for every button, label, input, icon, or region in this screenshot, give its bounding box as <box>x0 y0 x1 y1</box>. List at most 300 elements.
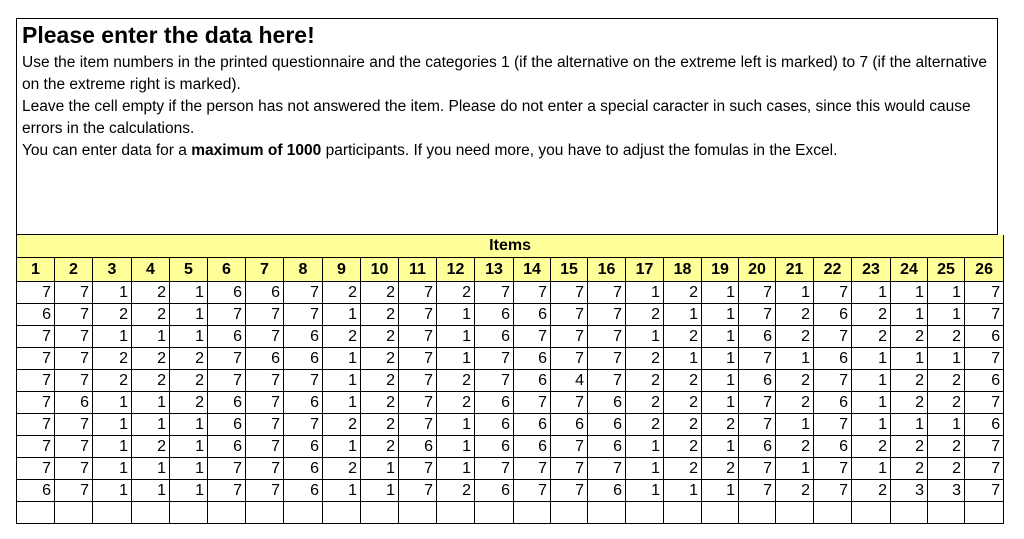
response-cell[interactable] <box>284 502 323 524</box>
response-cell[interactable]: 7 <box>284 414 323 436</box>
response-cell[interactable]: 7 <box>588 348 626 370</box>
response-cell[interactable]: 2 <box>323 458 361 480</box>
response-cell[interactable]: 1 <box>132 392 170 414</box>
item-number-header: 23 <box>852 258 891 282</box>
response-cell[interactable]: 2 <box>93 348 132 370</box>
response-cell[interactable]: 7 <box>17 348 55 370</box>
response-cell[interactable]: 7 <box>208 370 246 392</box>
response-cell[interactable]: 2 <box>323 282 361 304</box>
response-cell[interactable]: 1 <box>170 436 208 458</box>
response-cell[interactable]: 1 <box>93 282 132 304</box>
response-cell[interactable]: 1 <box>626 458 664 480</box>
response-cell[interactable] <box>170 502 208 524</box>
table-row <box>17 304 1004 326</box>
response-cell[interactable]: 1 <box>626 480 664 502</box>
response-cell[interactable]: 1 <box>852 282 891 304</box>
response-cell[interactable]: 2 <box>928 326 965 348</box>
response-cell[interactable]: 1 <box>437 458 475 480</box>
response-cell[interactable] <box>664 502 702 524</box>
response-cell[interactable]: 7 <box>208 458 246 480</box>
response-cell[interactable]: 7 <box>17 414 55 436</box>
response-cell[interactable] <box>891 502 928 524</box>
response-cell[interactable] <box>739 502 776 524</box>
response-cell[interactable]: 7 <box>246 370 284 392</box>
response-cell[interactable]: 7 <box>284 304 323 326</box>
response-cell[interactable]: 7 <box>739 480 776 502</box>
response-cell[interactable] <box>437 502 475 524</box>
response-cell[interactable]: 2 <box>361 414 399 436</box>
response-cell[interactable]: 1 <box>132 480 170 502</box>
instructions-line-2: Leave the cell empty if the person has not answered the item. Please do not enter a special caracter in such cases, since this would cause errors in the calculations. <box>22 98 971 137</box>
response-cell[interactable]: 2 <box>891 370 928 392</box>
response-cell[interactable]: 6 <box>284 392 323 414</box>
response-cell[interactable]: 1 <box>170 480 208 502</box>
response-cell[interactable]: 6 <box>814 392 852 414</box>
response-cell[interactable]: 7 <box>399 370 437 392</box>
response-cell[interactable]: 2 <box>626 304 664 326</box>
response-cell[interactable]: 2 <box>361 326 399 348</box>
response-cell[interactable]: 7 <box>399 458 437 480</box>
response-cell[interactable]: 7 <box>551 392 588 414</box>
response-cell[interactable]: 7 <box>965 282 1004 304</box>
response-cell[interactable]: 1 <box>891 414 928 436</box>
response-cell[interactable] <box>965 502 1004 524</box>
response-cell[interactable]: 6 <box>514 370 551 392</box>
response-cell[interactable]: 1 <box>664 480 702 502</box>
response-cell[interactable]: 7 <box>246 436 284 458</box>
response-cell[interactable]: 1 <box>323 392 361 414</box>
response-cell[interactable]: 6 <box>475 480 514 502</box>
response-cell[interactable]: 7 <box>55 480 93 502</box>
response-cell[interactable]: 1 <box>93 414 132 436</box>
response-cell[interactable]: 7 <box>814 458 852 480</box>
response-cell[interactable]: 7 <box>739 304 776 326</box>
response-cell[interactable]: 6 <box>55 392 93 414</box>
response-cell[interactable]: 7 <box>55 282 93 304</box>
response-cell[interactable]: 7 <box>475 348 514 370</box>
response-cell[interactable]: 1 <box>702 392 739 414</box>
response-cell[interactable]: 1 <box>702 480 739 502</box>
response-cell[interactable]: 2 <box>361 392 399 414</box>
response-cell[interactable]: 7 <box>399 348 437 370</box>
response-cell[interactable]: 6 <box>514 304 551 326</box>
response-cell[interactable]: 6 <box>551 414 588 436</box>
response-cell[interactable]: 1 <box>852 370 891 392</box>
response-cell[interactable] <box>246 502 284 524</box>
response-cell[interactable]: 7 <box>399 326 437 348</box>
response-cell[interactable]: 7 <box>284 370 323 392</box>
response-cell[interactable]: 2 <box>361 370 399 392</box>
response-cell[interactable]: 7 <box>246 414 284 436</box>
response-cell[interactable]: 2 <box>361 304 399 326</box>
response-cell[interactable]: 6 <box>514 436 551 458</box>
response-cell[interactable] <box>514 502 551 524</box>
response-cell[interactable]: 3 <box>928 480 965 502</box>
response-cell[interactable]: 6 <box>208 326 246 348</box>
response-cell[interactable]: 2 <box>664 282 702 304</box>
item-number-header: 5 <box>170 258 208 282</box>
response-cell[interactable]: 2 <box>437 282 475 304</box>
response-cell[interactable]: 7 <box>588 370 626 392</box>
response-cell[interactable] <box>814 502 852 524</box>
response-cell[interactable]: 1 <box>891 282 928 304</box>
response-cell[interactable]: 6 <box>588 414 626 436</box>
response-cell[interactable]: 7 <box>475 370 514 392</box>
response-cell[interactable]: 7 <box>17 282 55 304</box>
response-cell[interactable]: 2 <box>626 348 664 370</box>
response-cell[interactable]: 6 <box>17 304 55 326</box>
response-cell[interactable]: 1 <box>170 304 208 326</box>
response-cell[interactable]: 2 <box>928 458 965 480</box>
response-cell[interactable]: 2 <box>361 348 399 370</box>
response-cell[interactable]: 1 <box>361 480 399 502</box>
response-cell[interactable]: 6 <box>17 480 55 502</box>
response-cell[interactable]: 2 <box>891 458 928 480</box>
response-cell[interactable]: 1 <box>928 282 965 304</box>
response-cell[interactable]: 6 <box>475 392 514 414</box>
response-cell[interactable]: 7 <box>55 436 93 458</box>
response-cell[interactable]: 2 <box>323 414 361 436</box>
response-cell[interactable]: 1 <box>702 282 739 304</box>
response-cell[interactable]: 7 <box>814 480 852 502</box>
response-cell[interactable] <box>588 502 626 524</box>
response-cell[interactable]: 7 <box>588 326 626 348</box>
response-cell[interactable]: 1 <box>776 348 814 370</box>
response-cell[interactable]: 7 <box>739 348 776 370</box>
response-cell[interactable]: 6 <box>246 282 284 304</box>
response-cell[interactable]: 2 <box>93 370 132 392</box>
item-number-header: 7 <box>246 258 284 282</box>
response-cell[interactable]: 2 <box>626 370 664 392</box>
response-cell[interactable]: 1 <box>170 326 208 348</box>
response-cell[interactable] <box>475 502 514 524</box>
response-cell[interactable]: 7 <box>551 436 588 458</box>
item-number-header: 18 <box>664 258 702 282</box>
response-cell[interactable]: 2 <box>776 326 814 348</box>
response-cell[interactable]: 2 <box>437 370 475 392</box>
response-cell[interactable]: 1 <box>170 282 208 304</box>
response-cell[interactable] <box>208 502 246 524</box>
response-cell[interactable]: 2 <box>702 414 739 436</box>
item-number-header: 1 <box>17 258 55 282</box>
response-cell[interactable]: 7 <box>246 326 284 348</box>
response-cell[interactable]: 7 <box>55 414 93 436</box>
response-cell[interactable]: 1 <box>132 458 170 480</box>
items-header: Items <box>17 235 1004 258</box>
response-cell[interactable]: 1 <box>170 414 208 436</box>
response-cell[interactable]: 2 <box>626 414 664 436</box>
response-cell[interactable]: 1 <box>93 392 132 414</box>
response-cell[interactable]: 7 <box>17 458 55 480</box>
response-cell[interactable] <box>626 502 664 524</box>
response-cell[interactable]: 7 <box>17 326 55 348</box>
response-cell[interactable]: 7 <box>551 480 588 502</box>
response-cell[interactable]: 2 <box>852 326 891 348</box>
response-cell[interactable]: 1 <box>437 348 475 370</box>
response-cell[interactable]: 6 <box>208 282 246 304</box>
response-cell[interactable]: 7 <box>246 480 284 502</box>
response-cell[interactable]: 6 <box>588 392 626 414</box>
response-cell[interactable]: 7 <box>284 282 323 304</box>
response-cell[interactable]: 2 <box>664 392 702 414</box>
response-cell[interactable]: 2 <box>323 326 361 348</box>
response-cell[interactable]: 7 <box>588 304 626 326</box>
response-cell[interactable]: 6 <box>739 436 776 458</box>
response-cell[interactable]: 7 <box>475 282 514 304</box>
response-cell[interactable]: 6 <box>475 304 514 326</box>
response-cell[interactable]: 7 <box>55 458 93 480</box>
response-cell[interactable]: 1 <box>323 436 361 458</box>
response-cell[interactable]: 1 <box>776 458 814 480</box>
response-cell[interactable]: 7 <box>246 392 284 414</box>
response-cell[interactable]: 2 <box>437 392 475 414</box>
response-cell[interactable]: 1 <box>626 436 664 458</box>
response-cell[interactable]: 1 <box>170 458 208 480</box>
response-cell[interactable]: 7 <box>739 458 776 480</box>
response-cell[interactable]: 7 <box>965 480 1004 502</box>
response-cell[interactable]: 2 <box>891 392 928 414</box>
response-cell[interactable]: 1 <box>852 414 891 436</box>
item-number-header: 16 <box>588 258 626 282</box>
response-cell[interactable]: 7 <box>246 458 284 480</box>
response-cell[interactable]: 7 <box>55 348 93 370</box>
response-cell[interactable]: 6 <box>284 480 323 502</box>
response-cell[interactable]: 6 <box>588 480 626 502</box>
response-cell[interactable]: 7 <box>965 304 1004 326</box>
item-number-header: 26 <box>965 258 1004 282</box>
response-cell[interactable]: 2 <box>664 458 702 480</box>
response-cell[interactable]: 7 <box>246 304 284 326</box>
response-cell[interactable]: 2 <box>776 370 814 392</box>
response-cell[interactable]: 7 <box>208 304 246 326</box>
response-cell[interactable]: 1 <box>852 458 891 480</box>
response-cell[interactable]: 2 <box>891 326 928 348</box>
response-cell[interactable]: 7 <box>208 348 246 370</box>
response-cell[interactable]: 6 <box>814 348 852 370</box>
response-cell[interactable]: 7 <box>551 304 588 326</box>
response-cell[interactable]: 7 <box>551 348 588 370</box>
response-cell[interactable]: 2 <box>664 436 702 458</box>
item-number-header: 20 <box>739 258 776 282</box>
response-cell[interactable]: 7 <box>55 370 93 392</box>
response-cell[interactable]: 1 <box>928 304 965 326</box>
response-cell[interactable] <box>702 502 739 524</box>
response-cell[interactable]: 1 <box>93 436 132 458</box>
response-cell[interactable]: 7 <box>588 282 626 304</box>
response-cell[interactable]: 7 <box>588 458 626 480</box>
response-cell[interactable]: 2 <box>626 392 664 414</box>
response-cell[interactable]: 1 <box>852 392 891 414</box>
response-cell[interactable]: 7 <box>514 458 551 480</box>
response-cell[interactable]: 1 <box>626 326 664 348</box>
response-cell[interactable]: 6 <box>284 348 323 370</box>
response-cell[interactable]: 6 <box>965 370 1004 392</box>
response-cell[interactable]: 6 <box>475 414 514 436</box>
response-cell[interactable]: 7 <box>514 326 551 348</box>
response-cell[interactable]: 6 <box>814 436 852 458</box>
response-cell[interactable] <box>928 502 965 524</box>
response-cell[interactable]: 7 <box>475 458 514 480</box>
response-cell[interactable]: 6 <box>514 348 551 370</box>
response-cell[interactable]: 7 <box>814 282 852 304</box>
response-cell[interactable]: 1 <box>702 348 739 370</box>
response-cell[interactable]: 7 <box>399 392 437 414</box>
response-cell[interactable]: 1 <box>132 326 170 348</box>
response-cell[interactable]: 6 <box>475 326 514 348</box>
response-cell[interactable]: 1 <box>626 282 664 304</box>
response-cell[interactable]: 2 <box>361 436 399 458</box>
response-cell[interactable]: 1 <box>928 348 965 370</box>
response-cell[interactable]: 1 <box>702 436 739 458</box>
response-cell[interactable]: 7 <box>814 370 852 392</box>
response-cell[interactable]: 7 <box>739 414 776 436</box>
response-cell[interactable]: 6 <box>208 436 246 458</box>
response-cell[interactable]: 1 <box>702 326 739 348</box>
response-cell[interactable]: 1 <box>664 304 702 326</box>
response-cell[interactable]: 1 <box>664 348 702 370</box>
response-cell[interactable]: 6 <box>965 414 1004 436</box>
response-cell[interactable] <box>17 502 55 524</box>
response-cell[interactable]: 1 <box>776 414 814 436</box>
response-cell[interactable]: 7 <box>965 392 1004 414</box>
response-cell[interactable]: 3 <box>891 480 928 502</box>
response-cell[interactable]: 7 <box>814 414 852 436</box>
response-cell[interactable]: 1 <box>437 414 475 436</box>
response-cell[interactable]: 2 <box>132 436 170 458</box>
response-cell[interactable]: 7 <box>965 458 1004 480</box>
response-cell[interactable]: 7 <box>514 392 551 414</box>
response-cell[interactable]: 6 <box>475 436 514 458</box>
response-cell[interactable]: 1 <box>437 304 475 326</box>
response-cell[interactable] <box>55 502 93 524</box>
response-cell[interactable]: 7 <box>399 480 437 502</box>
response-cell[interactable]: 1 <box>323 370 361 392</box>
response-cell[interactable]: 6 <box>588 436 626 458</box>
response-cell[interactable]: 6 <box>284 436 323 458</box>
response-cell[interactable]: 6 <box>814 304 852 326</box>
response-cell[interactable] <box>852 502 891 524</box>
item-number-header: 2 <box>55 258 93 282</box>
response-cell[interactable]: 1 <box>702 304 739 326</box>
response-cell[interactable]: 1 <box>437 326 475 348</box>
response-cell[interactable]: 6 <box>208 414 246 436</box>
response-cell[interactable]: 1 <box>437 436 475 458</box>
response-cell[interactable] <box>399 502 437 524</box>
response-cell[interactable]: 7 <box>965 348 1004 370</box>
response-cell[interactable]: 7 <box>965 436 1004 458</box>
response-cell[interactable]: 2 <box>664 414 702 436</box>
response-cell[interactable]: 2 <box>170 370 208 392</box>
response-cell[interactable]: 6 <box>514 414 551 436</box>
response-cell[interactable] <box>361 502 399 524</box>
response-cell[interactable]: 1 <box>132 414 170 436</box>
response-cell[interactable]: 7 <box>208 480 246 502</box>
response-cell[interactable]: 6 <box>284 458 323 480</box>
response-cell[interactable]: 2 <box>93 304 132 326</box>
response-cell[interactable] <box>551 502 588 524</box>
response-cell[interactable]: 7 <box>55 304 93 326</box>
response-cell[interactable]: 6 <box>246 348 284 370</box>
response-cell[interactable]: 7 <box>551 282 588 304</box>
response-cell[interactable]: 2 <box>928 436 965 458</box>
response-cell[interactable]: 7 <box>17 370 55 392</box>
response-cell[interactable]: 7 <box>399 304 437 326</box>
response-cell[interactable]: 7 <box>399 282 437 304</box>
response-cell[interactable]: 1 <box>928 414 965 436</box>
response-cell[interactable]: 2 <box>170 348 208 370</box>
items-header-row <box>17 235 1004 258</box>
response-cell[interactable]: 1 <box>776 282 814 304</box>
response-cell[interactable]: 1 <box>323 348 361 370</box>
response-cell[interactable]: 6 <box>399 436 437 458</box>
response-cell[interactable] <box>132 502 170 524</box>
response-cell[interactable]: 2 <box>928 392 965 414</box>
response-cell[interactable]: 2 <box>928 370 965 392</box>
response-cell[interactable]: 2 <box>664 370 702 392</box>
response-cell[interactable]: 2 <box>361 282 399 304</box>
response-cell[interactable]: 1 <box>93 458 132 480</box>
response-cell[interactable]: 2 <box>776 436 814 458</box>
response-cell[interactable]: 2 <box>852 304 891 326</box>
response-cell[interactable]: 7 <box>399 414 437 436</box>
response-cell[interactable]: 2 <box>664 326 702 348</box>
response-cell[interactable]: 6 <box>739 370 776 392</box>
response-cell[interactable]: 2 <box>776 304 814 326</box>
response-cell[interactable] <box>323 502 361 524</box>
response-cell[interactable]: 7 <box>17 436 55 458</box>
response-cell[interactable]: 6 <box>739 326 776 348</box>
response-cell[interactable]: 2 <box>776 392 814 414</box>
response-cell[interactable]: 7 <box>514 282 551 304</box>
response-cell[interactable]: 2 <box>852 436 891 458</box>
response-cell[interactable]: 1 <box>93 326 132 348</box>
response-cell[interactable]: 2 <box>776 480 814 502</box>
response-cell[interactable]: 6 <box>965 326 1004 348</box>
response-cell[interactable] <box>93 502 132 524</box>
response-cell[interactable]: 2 <box>702 458 739 480</box>
response-cell[interactable]: 2 <box>852 480 891 502</box>
response-cell[interactable]: 7 <box>55 326 93 348</box>
response-cell[interactable]: 7 <box>551 326 588 348</box>
response-cell[interactable]: 1 <box>702 370 739 392</box>
response-cell[interactable] <box>776 502 814 524</box>
response-cell[interactable]: 7 <box>814 326 852 348</box>
response-cell[interactable]: 7 <box>551 458 588 480</box>
response-cell[interactable]: 6 <box>284 326 323 348</box>
response-cell[interactable]: 2 <box>132 370 170 392</box>
response-cell[interactable]: 2 <box>170 392 208 414</box>
response-cell[interactable]: 2 <box>132 282 170 304</box>
response-cell[interactable]: 1 <box>852 348 891 370</box>
table-row <box>17 348 1004 370</box>
response-cell[interactable]: 1 <box>323 304 361 326</box>
response-cell[interactable]: 1 <box>891 304 928 326</box>
response-cell[interactable]: 7 <box>739 392 776 414</box>
response-cell[interactable]: 7 <box>17 392 55 414</box>
response-cell[interactable]: 1 <box>93 480 132 502</box>
response-cell[interactable]: 2 <box>132 304 170 326</box>
response-cell[interactable]: 2 <box>891 436 928 458</box>
response-cell[interactable]: 4 <box>551 370 588 392</box>
response-cell[interactable]: 1 <box>361 458 399 480</box>
response-cell[interactable]: 7 <box>514 480 551 502</box>
response-cell[interactable]: 1 <box>891 348 928 370</box>
response-cell[interactable]: 2 <box>437 480 475 502</box>
response-cell[interactable]: 7 <box>739 282 776 304</box>
response-cell[interactable]: 1 <box>323 480 361 502</box>
response-cell[interactable]: 2 <box>132 348 170 370</box>
response-cell[interactable]: 6 <box>208 392 246 414</box>
